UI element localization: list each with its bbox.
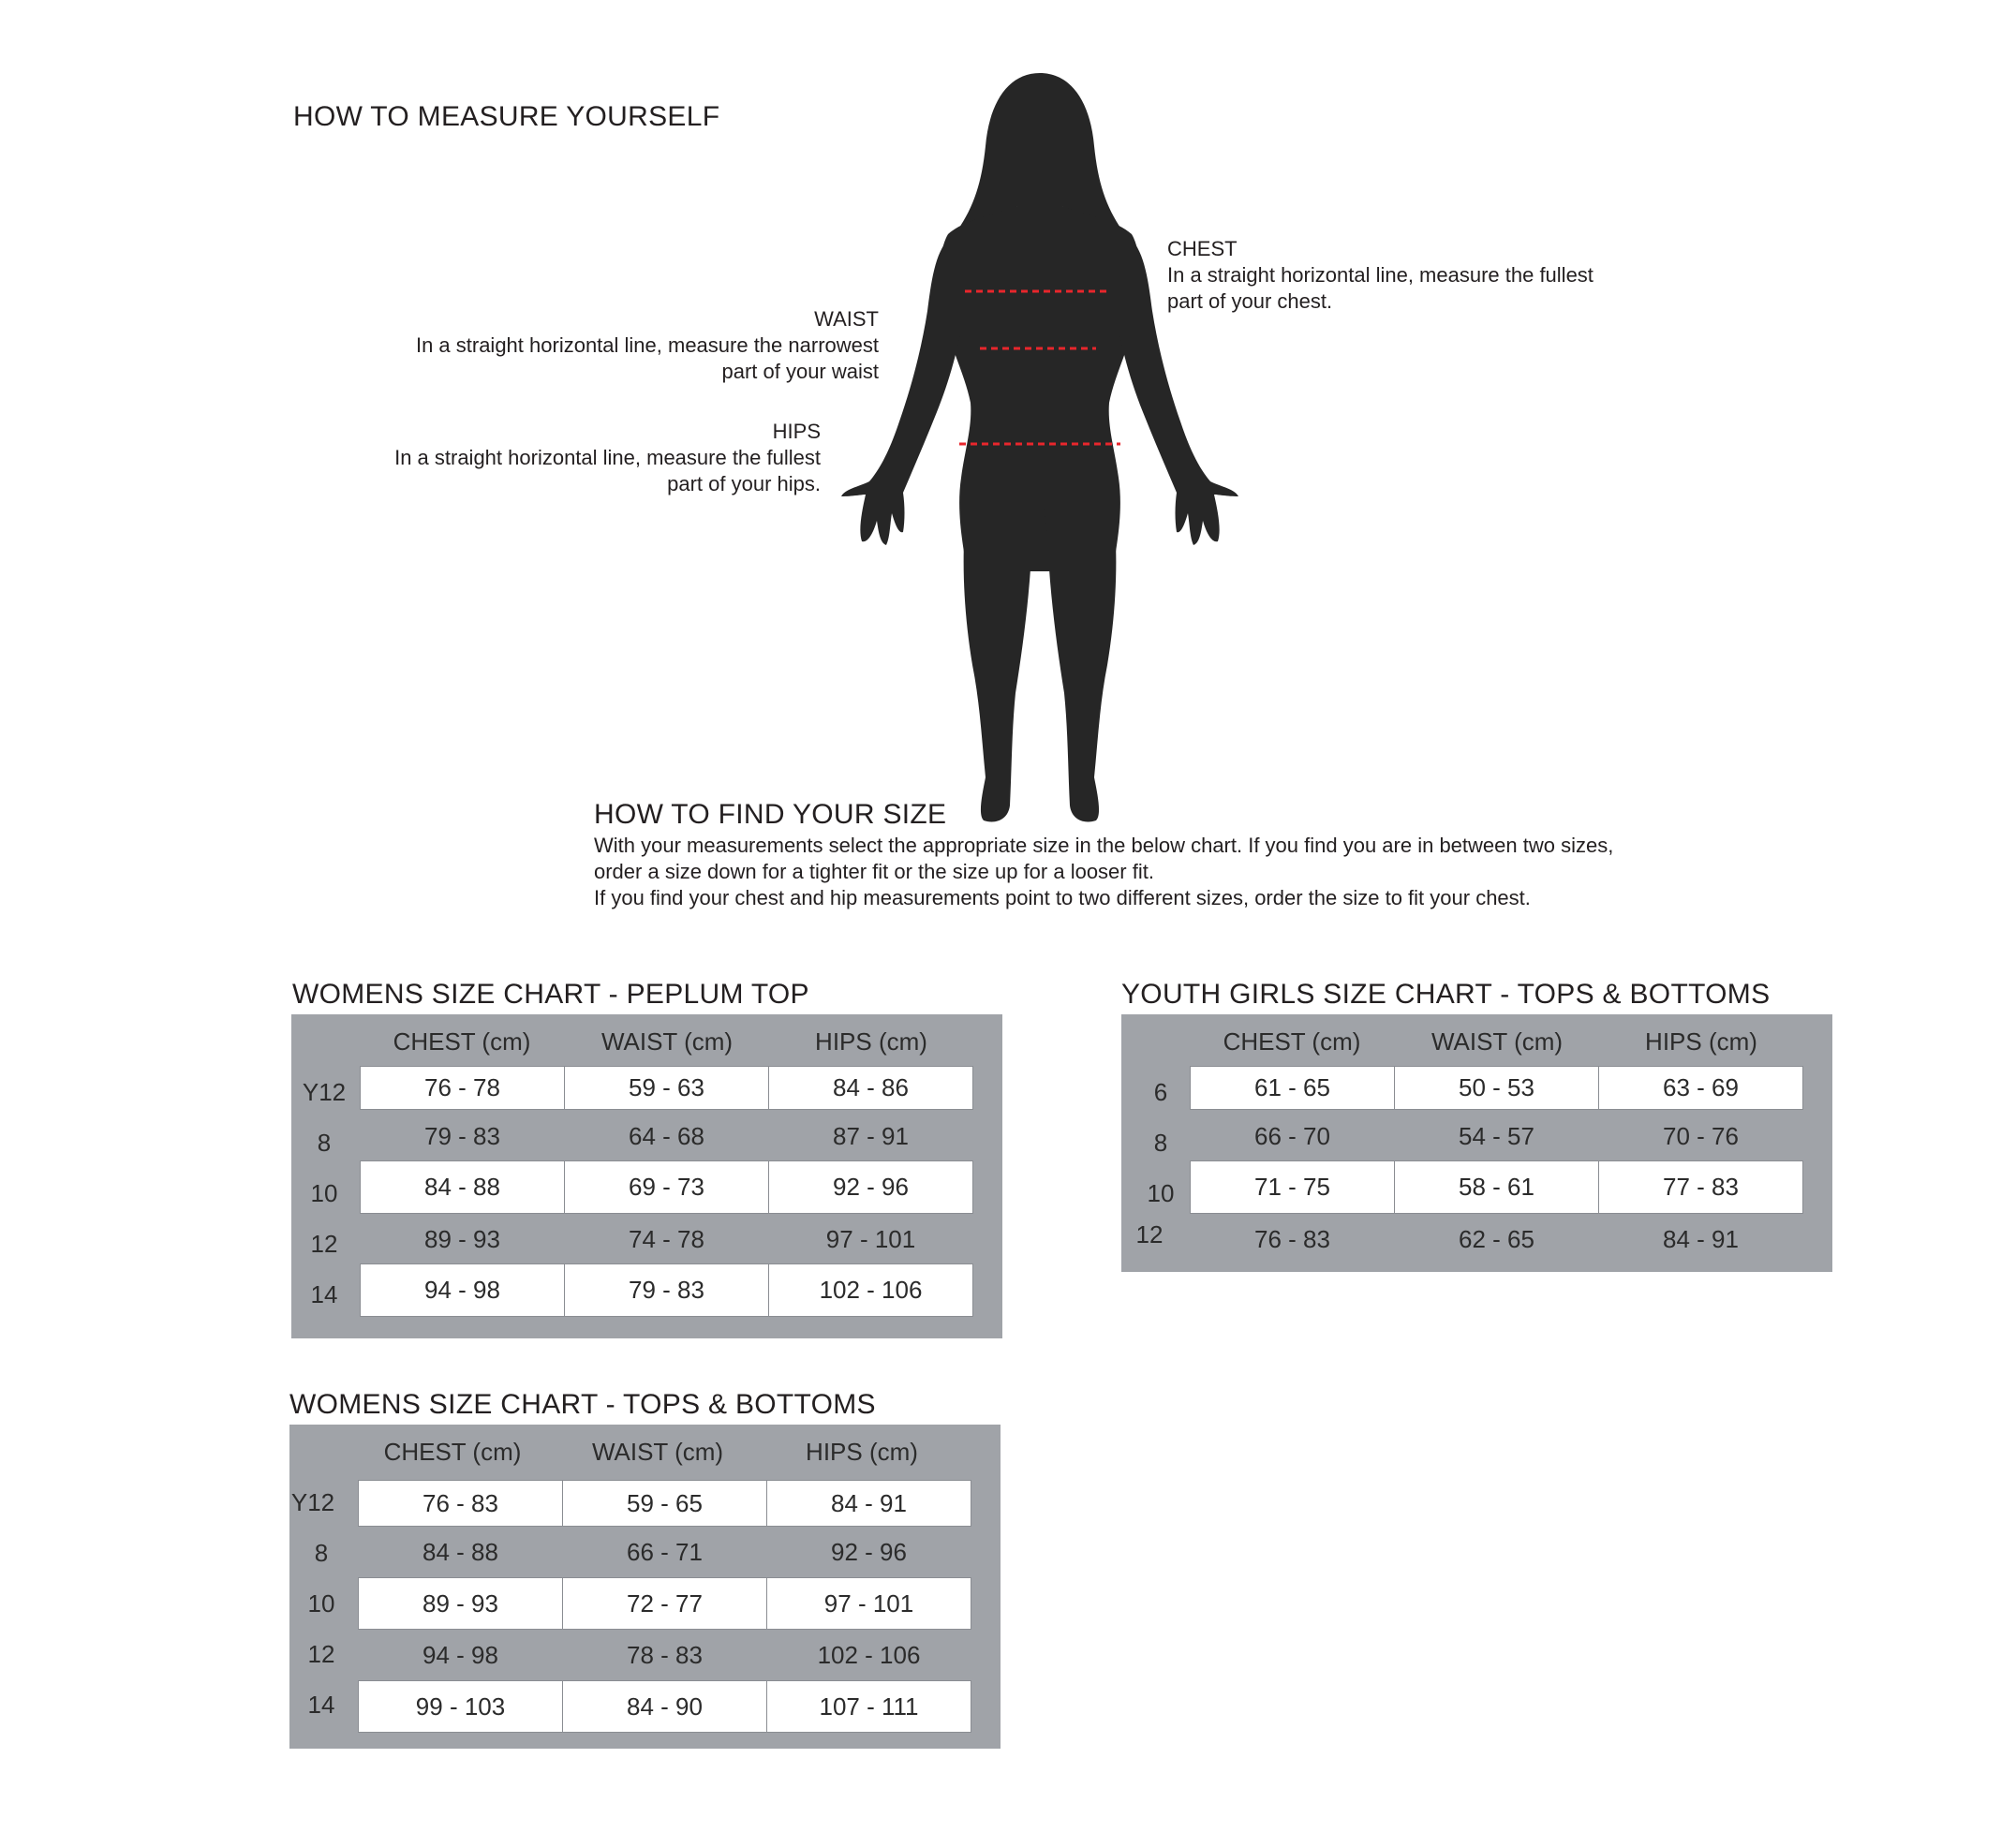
- youth-size-label: 12: [1135, 1220, 1164, 1248]
- peplum-size-chart: [291, 1014, 1002, 1338]
- youth-cell: 71 - 75: [1190, 1160, 1395, 1214]
- youth-cell: 58 - 61: [1394, 1160, 1599, 1214]
- waist-label: WAIST: [814, 307, 879, 331]
- chest-annotation: [1167, 236, 1594, 315]
- peplum-cell: 79 - 83: [424, 1122, 500, 1150]
- youth-size-label: 8: [1153, 1129, 1168, 1157]
- peplum-header-hips: HIPS (cm): [815, 1027, 927, 1056]
- chest-label: CHEST: [1167, 237, 1238, 260]
- hips-desc-1: In a straight horizontal line, measure the fullest: [394, 446, 821, 469]
- tops-cell: 76 - 83: [358, 1480, 563, 1527]
- tops-cell: 84 - 90: [562, 1680, 767, 1733]
- measure-title: HOW TO MEASURE YOURSELF: [293, 101, 720, 132]
- tops-size-label: 8: [314, 1539, 329, 1567]
- peplum-cell: 69 - 73: [564, 1160, 769, 1214]
- youth-size-label: 10: [1147, 1179, 1175, 1207]
- chest-desc-1: In a straight horizontal line, measure the fullest: [1167, 263, 1594, 287]
- tops-cell: 84 - 88: [422, 1538, 498, 1566]
- peplum-cell: 94 - 98: [360, 1263, 565, 1317]
- youth-cell: 54 - 57: [1459, 1122, 1534, 1150]
- youth-cell: 84 - 91: [1663, 1225, 1739, 1253]
- waist-desc-2: part of your waist: [721, 360, 879, 383]
- peplum-cell: 76 - 78: [360, 1066, 565, 1110]
- peplum-size-label: 10: [310, 1179, 338, 1207]
- peplum-cell: 74 - 78: [629, 1225, 704, 1253]
- waist-desc-1: In a straight horizontal line, measure the narrowest: [415, 333, 879, 357]
- youth-header-chest: CHEST (cm): [1223, 1027, 1361, 1056]
- tops-cell: 66 - 71: [627, 1538, 703, 1566]
- peplum-cell: 84 - 86: [768, 1066, 973, 1110]
- youth-cell: 76 - 83: [1254, 1225, 1330, 1253]
- tops-cell: 89 - 93: [358, 1577, 563, 1630]
- peplum-size-label: 12: [310, 1230, 338, 1258]
- tops-cell: 94 - 98: [422, 1641, 498, 1669]
- hips-desc-2: part of your hips.: [667, 472, 821, 495]
- peplum-cell: 89 - 93: [424, 1225, 500, 1253]
- peplum-cell: 59 - 63: [564, 1066, 769, 1110]
- peplum-cell: 92 - 96: [768, 1160, 973, 1214]
- peplum-size-label: 14: [310, 1280, 338, 1308]
- tops-cell: 99 - 103: [358, 1680, 563, 1733]
- peplum-cell: 102 - 106: [768, 1263, 973, 1317]
- peplum-chart-title: WOMENS SIZE CHART - PEPLUM TOP: [292, 979, 809, 1010]
- youth-chart-title: YOUTH GIRLS SIZE CHART - TOPS & BOTTOMS: [1121, 979, 1771, 1010]
- body-silhouette-icon: [824, 66, 1255, 824]
- youth-cell: 66 - 70: [1254, 1122, 1330, 1150]
- hips-label: HIPS: [772, 420, 821, 443]
- youth-cell: 77 - 83: [1598, 1160, 1803, 1214]
- hips-annotation: [319, 419, 821, 497]
- tops-header-waist: WAIST (cm): [591, 1438, 724, 1466]
- youth-cell: 62 - 65: [1459, 1225, 1534, 1253]
- tops-cell: 92 - 96: [831, 1538, 907, 1566]
- peplum-cell: 97 - 101: [825, 1225, 916, 1253]
- youth-cell: 61 - 65: [1190, 1066, 1395, 1110]
- tops-cell: 97 - 101: [766, 1577, 971, 1630]
- youth-size-label: 6: [1153, 1078, 1168, 1106]
- find-line-1: With your measurements select the appropriate size in the below chart. If you find you are in between two sizes,: [594, 834, 1614, 857]
- waist-annotation: [356, 306, 879, 385]
- peplum-cell: 87 - 91: [833, 1122, 909, 1150]
- tops-chart-title: WOMENS SIZE CHART - TOPS & BOTTOMS: [289, 1389, 876, 1420]
- peplum-header-chest: CHEST (cm): [393, 1027, 531, 1056]
- youth-size-chart: [1121, 1014, 1832, 1272]
- tops-header-chest: CHEST (cm): [383, 1438, 522, 1466]
- find-line-3: If you find your chest and hip measurements point to two different sizes, order the size to fit your chest.: [594, 886, 1531, 909]
- peplum-cell: 79 - 83: [564, 1263, 769, 1317]
- youth-cell: 50 - 53: [1394, 1066, 1599, 1110]
- tops-cell: 59 - 65: [562, 1480, 767, 1527]
- tops-size-label: Y12: [290, 1488, 335, 1516]
- tops-cell: 78 - 83: [627, 1641, 703, 1669]
- peplum-size-label: 8: [317, 1129, 332, 1157]
- youth-header-hips: HIPS (cm): [1645, 1027, 1757, 1056]
- find-instructions: [594, 833, 1613, 911]
- peplum-cell: 64 - 68: [629, 1122, 704, 1150]
- tops-cell: 102 - 106: [817, 1641, 921, 1669]
- tops-size-chart: [289, 1425, 1001, 1749]
- youth-cell: 70 - 76: [1663, 1122, 1739, 1150]
- tops-cell: 72 - 77: [562, 1577, 767, 1630]
- youth-cell: 63 - 69: [1598, 1066, 1803, 1110]
- chest-desc-2: part of your chest.: [1167, 289, 1333, 313]
- tops-cell: 107 - 111: [766, 1680, 971, 1733]
- find-title: HOW TO FIND YOUR SIZE: [594, 799, 947, 830]
- tops-size-label: 10: [307, 1589, 335, 1618]
- find-line-2: order a size down for a tighter fit or the size up for a looser fit.: [594, 860, 1154, 883]
- peplum-size-label: Y12: [302, 1078, 347, 1106]
- peplum-header-waist: WAIST (cm): [600, 1027, 734, 1056]
- tops-cell: 84 - 91: [766, 1480, 971, 1527]
- youth-header-waist: WAIST (cm): [1430, 1027, 1564, 1056]
- tops-size-label: 14: [307, 1691, 335, 1719]
- tops-header-hips: HIPS (cm): [806, 1438, 918, 1466]
- peplum-cell: 84 - 88: [360, 1160, 565, 1214]
- tops-size-label: 12: [307, 1640, 335, 1668]
